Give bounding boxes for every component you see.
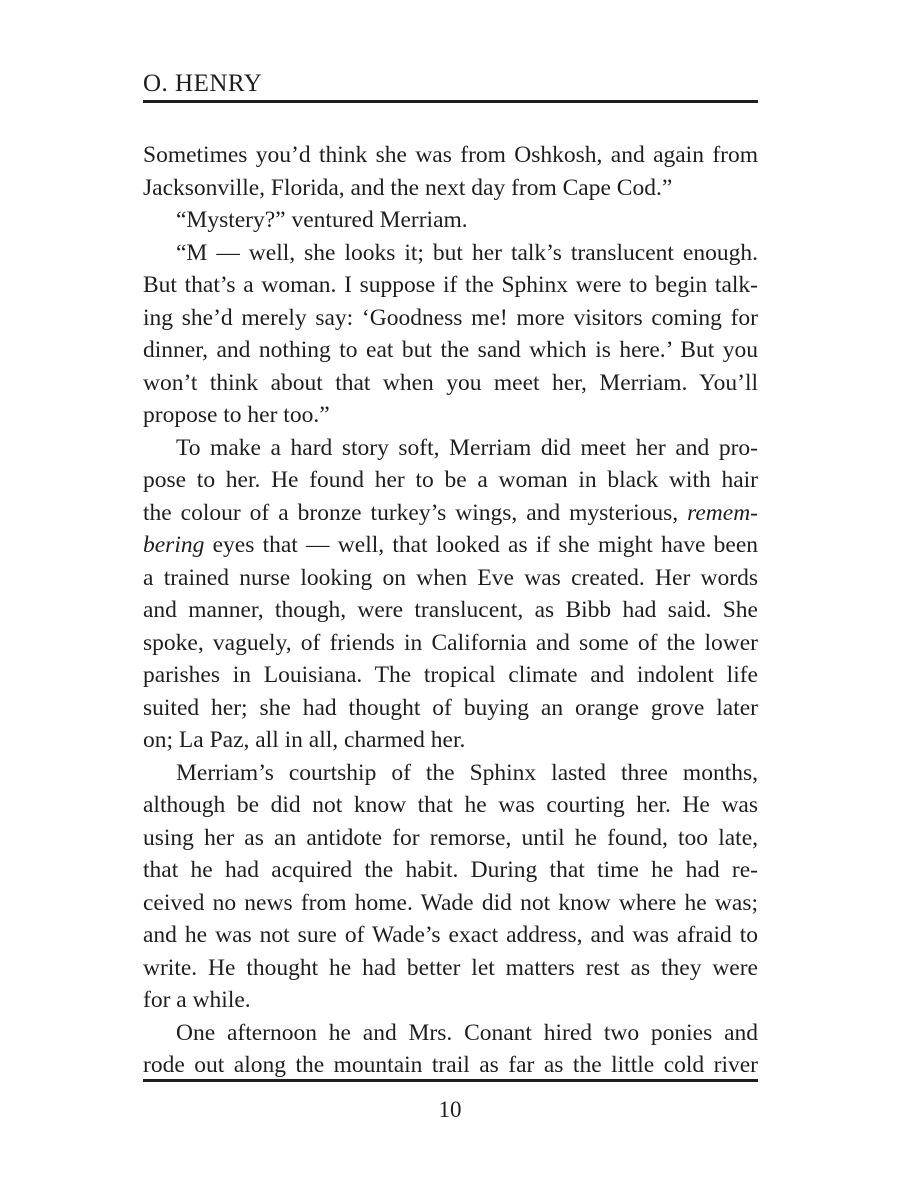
italic-run: bering [143, 532, 205, 558]
text-line: and manner, though, were translucent, as Bibb had said. She [143, 597, 758, 623]
text-line: pose to her. He found her to be a woman in black with hair [143, 467, 758, 493]
text-line: suited her; she had thought of buying an orange grove later [143, 694, 758, 721]
text-line: One afternoon he and Mrs. Conant hired two ponies and [176, 1019, 758, 1046]
text-line: for a while. [143, 987, 251, 1013]
text-line: parishes in Louisiana. The tropical climate and indolent life [143, 662, 758, 688]
text-line: Merriam’s courtship of the Sphinx lasted three months, [176, 759, 758, 786]
text-line: write. He thought he had better let matters rest as they were [143, 954, 758, 981]
text-line: on; La Paz, all in all, charmed her. [143, 727, 466, 753]
footer-rule [143, 1079, 758, 1082]
text-line: spoke, vaguely, of friends in California and some of the lower [143, 629, 758, 656]
body-text [143, 139, 758, 1082]
text-line: using her as an antidote for remorse, until he found, too late, [143, 824, 758, 851]
text-line: and he was not sure of Wade’s exact address, and was afraid to [143, 922, 758, 948]
text-run: the colour of a bronze turkey’s wings, and mysterious, [143, 499, 688, 526]
text-line-with-italic [143, 529, 758, 562]
text-line: “M — well, she looks it; but her talk’s translucent enough. [176, 239, 758, 266]
text-line: To make a hard story soft, Merriam did meet her and pro- [176, 434, 758, 461]
text-line: ceived no news from home. Wade did not know where he was; [143, 889, 758, 916]
text-line: Jacksonville, Florida, and the next day from Cape Cod.” [143, 174, 673, 201]
text-line: that he had acquired the habit. During that time he had re- [143, 857, 758, 883]
text-line: rode out along the mountain trail as far as the little cold river [143, 1052, 758, 1078]
text-line-with-italic [143, 497, 758, 530]
text-line: But that’s a woman. I suppose if the Sphinx were to begin talk- [143, 272, 758, 298]
text-line: although be did not know that he was courting her. He was [143, 792, 758, 818]
header-rule [143, 100, 758, 103]
text-run: eyes that — well, that looked as if she might have been [204, 532, 758, 558]
text-line: dinner, and nothing to eat but the sand which is here.’ But you [143, 337, 758, 363]
text-line: won’t think about that when you meet her, Merriam. You’ll [143, 369, 758, 396]
text-line: Sometimes you’d think she was from Oshkosh, and again from [143, 142, 758, 168]
text-line: propose to her too.” [143, 402, 330, 428]
italic-run: remem- [687, 499, 758, 526]
text-line: a trained nurse looking on when Eve was created. Her words [143, 564, 758, 591]
text-line: ing she’d merely say: ‘Goodness me! more visitors coming for [143, 304, 758, 331]
running-head: O. HENRY [143, 70, 263, 97]
text-line: “Mystery?” ventured Merriam. [176, 207, 468, 233]
page-number: 10 [438, 1097, 462, 1122]
